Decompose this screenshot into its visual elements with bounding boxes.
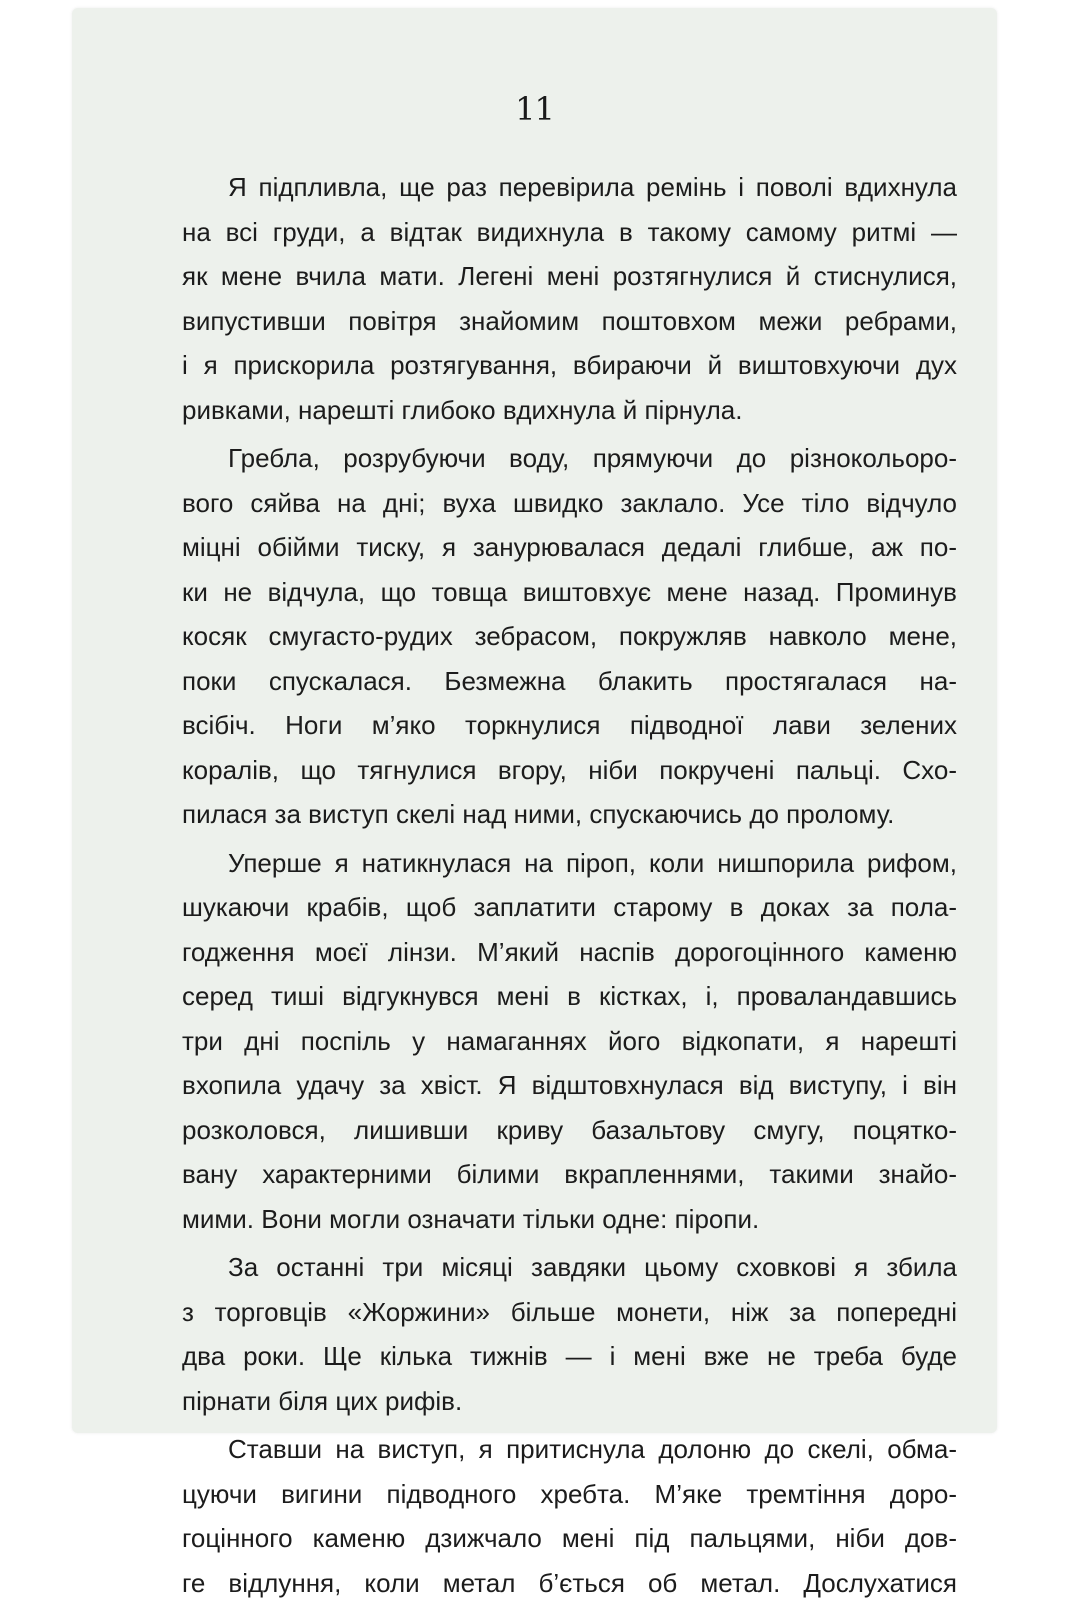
paragraph (182, 1245, 957, 1423)
text-line: вхопила удачу за хвіст. Я відштовхнулася від виступу, і він (182, 1063, 957, 1108)
text-line: і я прискорила розтягування, вбираючи й виштовхуючи дух (182, 343, 957, 388)
page-number: 11 (72, 90, 997, 128)
text-line: випустивши повітря знайомим поштовхом межи ребрами, (182, 299, 957, 344)
text-line: Гребла, розрубуючи воду, прямуючи до різнокольоро- (182, 436, 957, 481)
text-line: вану характерними білими вкрапленнями, такими знайо- (182, 1152, 957, 1197)
text-line: всібіч. Ноги м’яко торкнулися підводної лави зелених (182, 703, 957, 748)
text-line: як мене вчила мати. Легені мені розтягнулися й стиснулися, (182, 254, 957, 299)
text-line: вого сяйва на дні; вуха швидко заклало. Усе тіло відчуло (182, 481, 957, 526)
text-line: Я підпливла, ще раз перевірила ремінь і поволі вдихнула (182, 165, 957, 210)
body-text (182, 165, 957, 1605)
text-line: з торговців «Жоржини» більше монети, ніж за попередні (182, 1290, 957, 1335)
text-line: ге відлуння, коли метал б’ється об метал. Дослухатися (182, 1561, 957, 1605)
text-line: три дні поспіль у намаганнях його відкопати, я нарешті (182, 1019, 957, 1064)
text-line: два роки. Ще кілька тижнів — і мені вже не треба буде (182, 1334, 957, 1379)
text-line: цуючи вигини підводного хребта. М’яке тремтіння доро- (182, 1472, 957, 1517)
text-line: ки не відчула, що товща виштовхує мене назад. Проминув (182, 570, 957, 615)
text-line: міцні обійми тиску, я занурювалася дедалі глибше, аж по- (182, 525, 957, 570)
text-line: Уперше я натикнулася на піроп, коли нишпорила рифом, (182, 841, 957, 886)
text-line: ривками, нарешті глибоко вдихнула й пірнула. (182, 388, 957, 433)
text-line: розколовся, лишивши криву базальтову смугу, поцятко- (182, 1108, 957, 1153)
paragraph (182, 841, 957, 1242)
text-line: пірнати біля цих рифів. (182, 1379, 957, 1424)
text-line: годження моєї лінзи. М’який наспів дорогоцінного каменю (182, 930, 957, 975)
book-page (72, 8, 997, 1433)
text-line: гоцінного каменю дзижчало мені під пальцями, ніби дов- (182, 1516, 957, 1561)
paragraph (182, 165, 957, 432)
text-line: шукаючи крабів, щоб заплатити старому в доках за пола- (182, 885, 957, 930)
text-line: пилася за виступ скелі над ними, спускаючись до пролому. (182, 792, 957, 837)
text-line: коралів, що тягнулися вгору, ніби покручені пальці. Схо- (182, 748, 957, 793)
paragraph (182, 1427, 957, 1605)
text-line: Ставши на виступ, я притиснула долоню до скелі, обма- (182, 1427, 957, 1472)
paragraph (182, 436, 957, 837)
text-line: серед тиші відгукнувся мені в кістках, і, проваландавшись (182, 974, 957, 1019)
text-line: на всі груди, а відтак видихнула в такому самому ритмі — (182, 210, 957, 255)
text-line: За останні три місяці завдяки цьому сховкові я збила (182, 1245, 957, 1290)
text-line: поки спускалася. Безмежна блакить простягалася на- (182, 659, 957, 704)
text-line: косяк смугасто-рудих зебрасом, покружляв навколо мене, (182, 614, 957, 659)
text-line: мими. Вони могли означати тільки одне: піропи. (182, 1197, 957, 1242)
